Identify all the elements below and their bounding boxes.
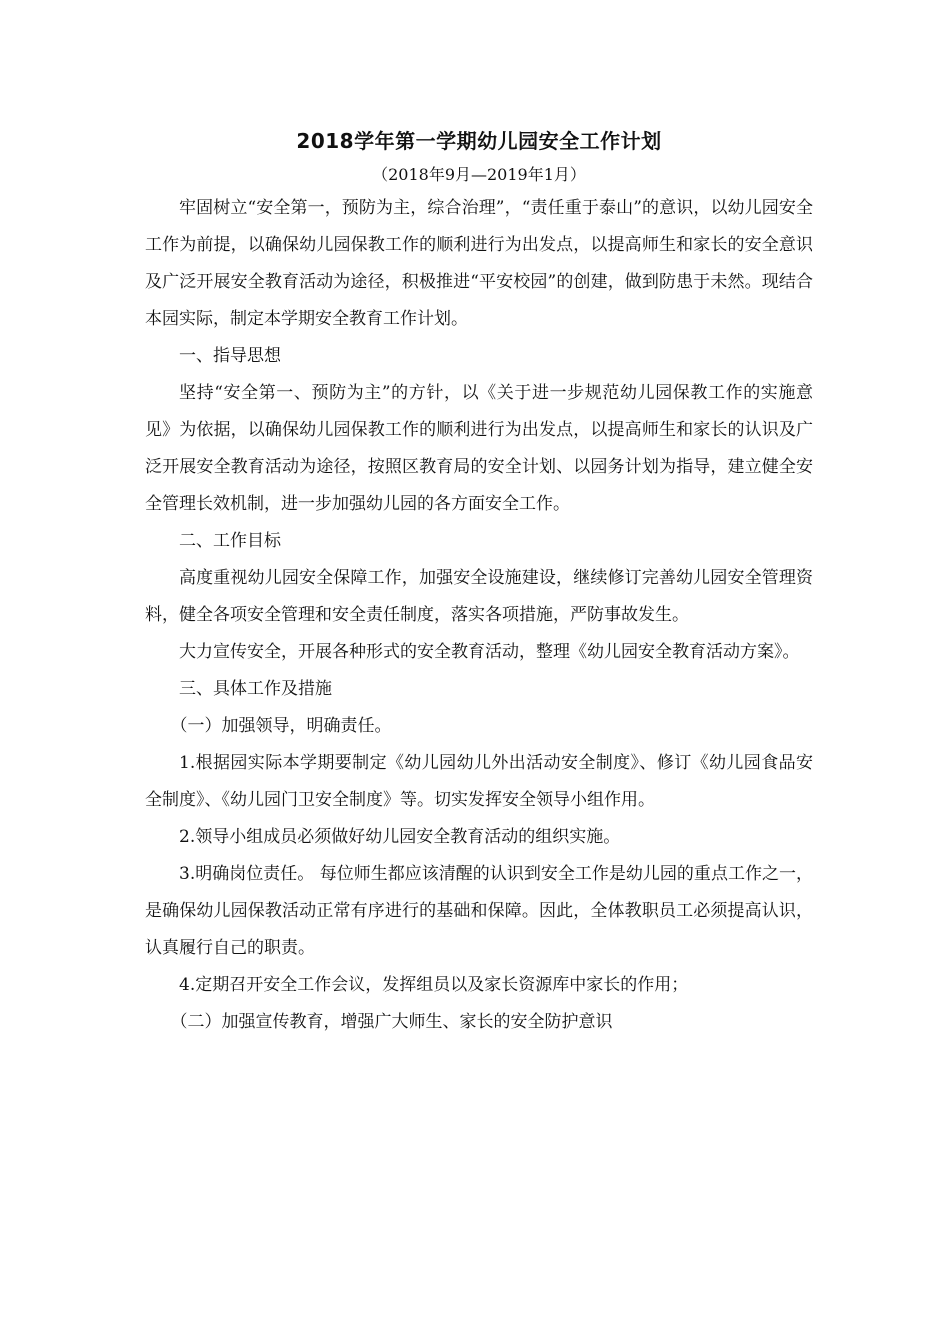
measure-item-3: 3.明确岗位责任。 每位师生都应该清醒的认识到安全工作是幼儿园的重点工作之一，是确保幼儿园保教活动正常有序进行的基础和保障。因此，全体教职员工必须提高认识，认真履行自己的职责。: [145, 864, 813, 958]
document-title: 2018学年第一学期幼儿园安全工作计划: [296, 129, 662, 153]
section-heading-guiding-thought: 一、指导思想: [179, 346, 281, 366]
section-heading-measures: 三、具体工作及措施: [179, 679, 332, 699]
section-heading-work-goals: 二、工作目标: [179, 531, 281, 551]
measure-item-4: 4.定期召开安全工作会议，发挥组员以及家长资源库中家长的作用；: [179, 975, 689, 995]
guiding-thought-paragraph: 坚持“安全第一、预防为主”的方针，以《关于进一步规范幼儿园保教工作的实施意见》为依据，以确保幼儿园保教工作的顺利进行为出发点，以提高师生和家长的认识及广泛开展安全教育活动为途径，按照区教育局的安全计划、以园务计划为指导，建立健全安全管理长效机制，进一步加强幼儿园的各方面安全工作。: [145, 383, 813, 514]
subsection-heading-leadership: （一）加强领导，明确责任。: [170, 716, 392, 736]
subsection-heading-education: （二）加强宣传教育，增强广大师生、家长的安全防护意识: [170, 1012, 613, 1032]
measure-item-2: 2.领导小组成员必须做好幼儿园安全教育活动的组织实施。: [179, 827, 621, 847]
work-goals-paragraph-2: 大力宣传安全，开展各种形式的安全教育活动，整理《幼儿园安全教育活动方案》。: [179, 642, 800, 662]
intro-paragraph: 牢固树立“安全第一，预防为主，综合治理”，“责任重于泰山”的意识，以幼儿园安全工作为前提，以确保幼儿园保教工作的顺利进行为出发点，以提高师生和家长的安全意识及广泛开展安全教育活动为途径，积极推进“平安校园”的创建，做到防患于未然。现结合本园实际，制定本学期安全教育工作计划。: [145, 198, 813, 329]
document-subtitle: （2018年9月—2019年1月）: [372, 165, 586, 184]
work-goals-paragraph-1: 高度重视幼儿园安全保障工作，加强安全设施建设，继续修订完善幼儿园安全管理资料，健全各项安全管理和安全责任制度，落实各项措施，严防事故发生。: [145, 568, 813, 625]
measure-item-1: 1.根据园实际本学期要制定《幼儿园幼儿外出活动安全制度》、修订《幼儿园食品安全制度》、《幼儿园门卫安全制度》等。切实发挥安全领导小组作用。: [145, 753, 813, 810]
document-page: [145, 128, 813, 1041]
